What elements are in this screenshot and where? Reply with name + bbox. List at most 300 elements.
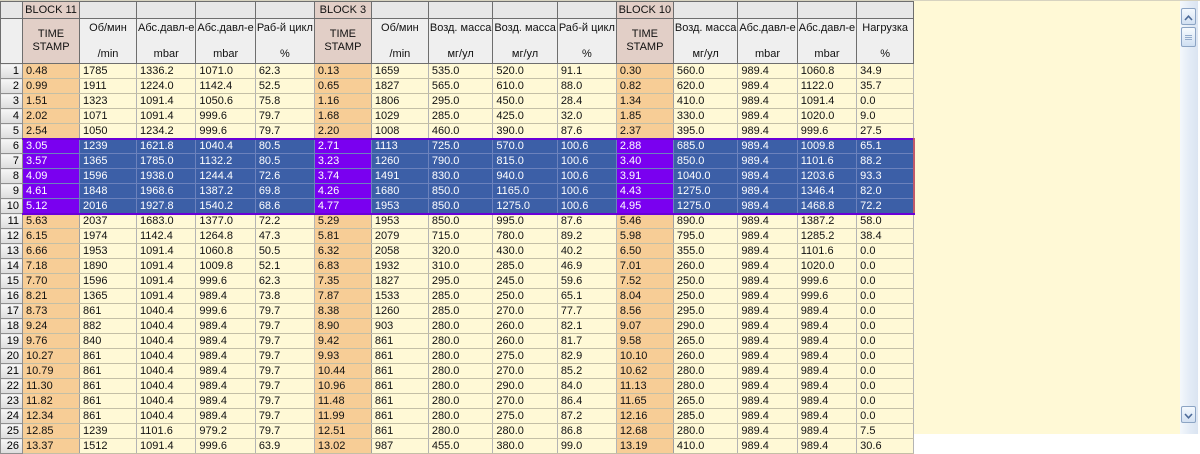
cell-timestamp-block3[interactable]: 5.81: [314, 229, 371, 244]
cell-load-block10[interactable]: 0.0: [857, 364, 914, 379]
cell-abs-pressure-2-block10[interactable]: 989.4: [797, 379, 856, 394]
cell-abs-pressure-2-block11[interactable]: 999.6: [196, 274, 255, 289]
cell-timestamp-block11[interactable]: 10.27: [23, 349, 80, 364]
cell-abs-pressure-1-block11[interactable]: 1091.4: [137, 439, 196, 454]
cell-abs-pressure-2-block11[interactable]: 1040.4: [196, 139, 255, 154]
cell-abs-pressure-1-block11[interactable]: 1091.4: [137, 244, 196, 259]
cell-air-mass-2-block3[interactable]: 260.0: [493, 334, 557, 349]
row-header[interactable]: 17: [1, 304, 23, 319]
cell-air-mass-block10[interactable]: 265.0: [673, 394, 737, 409]
cell-abs-pressure-2-block11[interactable]: 1264.8: [196, 229, 255, 244]
cell-air-mass-1-block3[interactable]: 280.0: [428, 349, 492, 364]
cell-timestamp-block10[interactable]: 12.68: [616, 424, 673, 439]
cell-rpm-block3[interactable]: 861: [371, 379, 428, 394]
cell-abs-pressure-1-block11[interactable]: 1091.4: [137, 109, 196, 124]
cell-air-mass-block10[interactable]: 410.0: [673, 94, 737, 109]
cell-air-mass-2-block3[interactable]: 275.0: [493, 409, 557, 424]
cell-air-mass-block10[interactable]: 260.0: [673, 259, 737, 274]
cell-air-mass-1-block3[interactable]: 715.0: [428, 229, 492, 244]
cell-load-block10[interactable]: 0.0: [857, 304, 914, 319]
cell-duty-cycle-block11[interactable]: 63.9: [255, 439, 314, 454]
cell-duty-cycle-block11[interactable]: 52.5: [255, 79, 314, 94]
cell-rpm-block3[interactable]: 1260: [371, 154, 428, 169]
cell-abs-pressure-1-block10[interactable]: 989.4: [738, 94, 797, 109]
cell-rpm-block3[interactable]: 1827: [371, 274, 428, 289]
cell-load-block10[interactable]: 30.6: [857, 439, 914, 454]
cell-timestamp-block3[interactable]: 6.83: [314, 259, 371, 274]
cell-timestamp-block10[interactable]: 0.82: [616, 79, 673, 94]
cell-duty-cycle-block3[interactable]: 87.6: [557, 214, 616, 229]
cell-duty-cycle-block3[interactable]: 32.0: [557, 109, 616, 124]
cell-timestamp-block3[interactable]: 10.96: [314, 379, 371, 394]
row-header[interactable]: 5: [1, 124, 23, 139]
cell-air-mass-1-block3[interactable]: 790.0: [428, 154, 492, 169]
cell-timestamp-block3[interactable]: 1.68: [314, 109, 371, 124]
cell-rpm-block3[interactable]: 987: [371, 439, 428, 454]
cell-abs-pressure-2-block10[interactable]: 989.4: [797, 439, 856, 454]
cell-duty-cycle-block3[interactable]: 100.6: [557, 199, 616, 214]
cell-abs-pressure-2-block11[interactable]: 999.6: [196, 304, 255, 319]
cell-timestamp-block11[interactable]: 1.51: [23, 94, 80, 109]
cell-load-block10[interactable]: 88.2: [857, 154, 914, 169]
cell-air-mass-1-block3[interactable]: 280.0: [428, 364, 492, 379]
cell-air-mass-2-block3[interactable]: 425.0: [493, 109, 557, 124]
cell-timestamp-block10[interactable]: 7.01: [616, 259, 673, 274]
cell-abs-pressure-1-block10[interactable]: 989.4: [738, 259, 797, 274]
cell-abs-pressure-1-block11[interactable]: 1040.4: [137, 349, 196, 364]
column-header-abs-pressure-2-block10[interactable]: [797, 19, 856, 64]
cell-air-mass-1-block3[interactable]: 280.0: [428, 394, 492, 409]
cell-duty-cycle-block3[interactable]: 87.2: [557, 409, 616, 424]
row-header[interactable]: 2: [1, 79, 23, 94]
scrollbar-thumb[interactable]: [1181, 27, 1196, 47]
cell-air-mass-block10[interactable]: 265.0: [673, 334, 737, 349]
cell-load-block10[interactable]: 0.0: [857, 394, 914, 409]
row-header[interactable]: 20: [1, 349, 23, 364]
cell-abs-pressure-1-block10[interactable]: 989.4: [738, 304, 797, 319]
cell-timestamp-block10[interactable]: 9.58: [616, 334, 673, 349]
cell-rpm-block11[interactable]: 840: [80, 334, 137, 349]
cell-air-mass-block10[interactable]: 890.0: [673, 214, 737, 229]
cell-timestamp-block3[interactable]: 13.02: [314, 439, 371, 454]
cell-abs-pressure-1-block10[interactable]: 989.4: [738, 229, 797, 244]
cell-duty-cycle-block3[interactable]: 100.6: [557, 169, 616, 184]
row-header[interactable]: 23: [1, 394, 23, 409]
cell-rpm-block11[interactable]: 2037: [80, 214, 137, 229]
cell-duty-cycle-block3[interactable]: 87.6: [557, 124, 616, 139]
column-header-air-mass-2-block3[interactable]: [493, 19, 557, 64]
cell-air-mass-block10[interactable]: 355.0: [673, 244, 737, 259]
cell-rpm-block3[interactable]: 1680: [371, 184, 428, 199]
column-header-air-mass-block10[interactable]: [673, 19, 737, 64]
cell-duty-cycle-block3[interactable]: 100.6: [557, 184, 616, 199]
cell-timestamp-block10[interactable]: 11.13: [616, 379, 673, 394]
cell-timestamp-block11[interactable]: 4.61: [23, 184, 80, 199]
cell-timestamp-block11[interactable]: 13.37: [23, 439, 80, 454]
cell-duty-cycle-block3[interactable]: 85.2: [557, 364, 616, 379]
cell-abs-pressure-2-block10[interactable]: 989.4: [797, 409, 856, 424]
cell-abs-pressure-1-block11[interactable]: 1101.6: [137, 424, 196, 439]
cell-load-block10[interactable]: 0.0: [857, 409, 914, 424]
cell-abs-pressure-1-block11[interactable]: 1040.4: [137, 304, 196, 319]
cell-load-block10[interactable]: 35.7: [857, 79, 914, 94]
cell-air-mass-2-block3[interactable]: 285.0: [493, 259, 557, 274]
cell-load-block10[interactable]: 27.5: [857, 124, 914, 139]
row-header[interactable]: 18: [1, 319, 23, 334]
cell-abs-pressure-1-block10[interactable]: 989.4: [738, 184, 797, 199]
cell-air-mass-1-block3[interactable]: 285.0: [428, 109, 492, 124]
cell-air-mass-2-block3[interactable]: 390.0: [493, 124, 557, 139]
cell-timestamp-block3[interactable]: 1.16: [314, 94, 371, 109]
cell-rpm-block11[interactable]: 1596: [80, 274, 137, 289]
cell-air-mass-1-block3[interactable]: 725.0: [428, 139, 492, 154]
cell-air-mass-1-block3[interactable]: 295.0: [428, 274, 492, 289]
cell-rpm-block3[interactable]: 1953: [371, 214, 428, 229]
cell-air-mass-block10[interactable]: 290.0: [673, 319, 737, 334]
cell-air-mass-block10[interactable]: 850.0: [673, 154, 737, 169]
cell-abs-pressure-1-block11[interactable]: 1621.8: [137, 139, 196, 154]
cell-abs-pressure-2-block11[interactable]: 989.4: [196, 289, 255, 304]
cell-air-mass-1-block3[interactable]: 455.0: [428, 439, 492, 454]
cell-abs-pressure-2-block11[interactable]: 1142.4: [196, 79, 255, 94]
cell-rpm-block3[interactable]: 861: [371, 409, 428, 424]
cell-duty-cycle-block11[interactable]: 79.7: [255, 409, 314, 424]
cell-timestamp-block3[interactable]: 6.32: [314, 244, 371, 259]
cell-abs-pressure-2-block10[interactable]: 989.4: [797, 334, 856, 349]
cell-duty-cycle-block3[interactable]: 28.4: [557, 94, 616, 109]
cell-abs-pressure-2-block11[interactable]: 989.4: [196, 319, 255, 334]
row-header[interactable]: 14: [1, 259, 23, 274]
cell-rpm-block3[interactable]: 1806: [371, 94, 428, 109]
cell-load-block10[interactable]: 0.0: [857, 289, 914, 304]
cell-rpm-block3[interactable]: 1008: [371, 124, 428, 139]
cell-abs-pressure-1-block10[interactable]: 989.4: [738, 349, 797, 364]
cell-air-mass-2-block3[interactable]: 815.0: [493, 154, 557, 169]
cell-air-mass-block10[interactable]: 295.0: [673, 304, 737, 319]
cell-air-mass-block10[interactable]: 1040.0: [673, 169, 737, 184]
cell-abs-pressure-2-block11[interactable]: 979.2: [196, 424, 255, 439]
row-header[interactable]: 24: [1, 409, 23, 424]
cell-air-mass-1-block3[interactable]: 320.0: [428, 244, 492, 259]
cell-load-block10[interactable]: 0.0: [857, 244, 914, 259]
row-header[interactable]: 21: [1, 364, 23, 379]
column-header-abs-pressure-1-block11[interactable]: [137, 19, 196, 64]
row-header[interactable]: 9: [1, 184, 23, 199]
row-header[interactable]: 25: [1, 424, 23, 439]
cell-air-mass-1-block3[interactable]: 280.0: [428, 424, 492, 439]
cell-air-mass-block10[interactable]: 620.0: [673, 79, 737, 94]
cell-air-mass-2-block3[interactable]: 275.0: [493, 349, 557, 364]
cell-air-mass-2-block3[interactable]: 430.0: [493, 244, 557, 259]
cell-abs-pressure-2-block10[interactable]: 989.4: [797, 424, 856, 439]
cell-duty-cycle-block3[interactable]: 88.0: [557, 79, 616, 94]
cell-timestamp-block3[interactable]: 5.29: [314, 214, 371, 229]
cell-abs-pressure-2-block10[interactable]: 989.4: [797, 364, 856, 379]
cell-timestamp-block11[interactable]: 7.70: [23, 274, 80, 289]
cell-timestamp-block11[interactable]: 12.34: [23, 409, 80, 424]
cell-air-mass-1-block3[interactable]: 535.0: [428, 64, 492, 79]
cell-air-mass-2-block3[interactable]: 250.0: [493, 289, 557, 304]
cell-air-mass-2-block3[interactable]: 270.0: [493, 394, 557, 409]
cell-duty-cycle-block11[interactable]: 79.7: [255, 424, 314, 439]
cell-rpm-block11[interactable]: 861: [80, 349, 137, 364]
cell-duty-cycle-block11[interactable]: 72.2: [255, 214, 314, 229]
cell-duty-cycle-block3[interactable]: 99.0: [557, 439, 616, 454]
cell-duty-cycle-block3[interactable]: 46.9: [557, 259, 616, 274]
cell-timestamp-block11[interactable]: 12.85: [23, 424, 80, 439]
cell-abs-pressure-2-block10[interactable]: 989.4: [797, 319, 856, 334]
cell-timestamp-block3[interactable]: 0.13: [314, 64, 371, 79]
cell-timestamp-block10[interactable]: 4.43: [616, 184, 673, 199]
cell-air-mass-block10[interactable]: 260.0: [673, 349, 737, 364]
cell-timestamp-block3[interactable]: 9.42: [314, 334, 371, 349]
row-header[interactable]: 19: [1, 334, 23, 349]
cell-duty-cycle-block3[interactable]: 82.9: [557, 349, 616, 364]
cell-air-mass-block10[interactable]: 280.0: [673, 364, 737, 379]
cell-duty-cycle-block11[interactable]: 79.7: [255, 364, 314, 379]
cell-load-block10[interactable]: 0.0: [857, 259, 914, 274]
cell-abs-pressure-2-block11[interactable]: 1540.2: [196, 199, 255, 214]
cell-abs-pressure-1-block10[interactable]: 989.4: [738, 154, 797, 169]
cell-abs-pressure-1-block11[interactable]: 1938.0: [137, 169, 196, 184]
cell-abs-pressure-2-block11[interactable]: 989.4: [196, 409, 255, 424]
cell-duty-cycle-block11[interactable]: 62.3: [255, 274, 314, 289]
row-header[interactable]: 15: [1, 274, 23, 289]
row-header[interactable]: 8: [1, 169, 23, 184]
cell-duty-cycle-block11[interactable]: 79.7: [255, 124, 314, 139]
cell-rpm-block3[interactable]: 861: [371, 364, 428, 379]
cell-air-mass-2-block3[interactable]: 570.0: [493, 139, 557, 154]
cell-rpm-block11[interactable]: 861: [80, 304, 137, 319]
cell-load-block10[interactable]: 93.3: [857, 169, 914, 184]
cell-timestamp-block3[interactable]: 7.35: [314, 274, 371, 289]
cell-air-mass-1-block3[interactable]: 280.0: [428, 319, 492, 334]
cell-air-mass-2-block3[interactable]: 290.0: [493, 379, 557, 394]
cell-abs-pressure-1-block10[interactable]: 989.4: [738, 79, 797, 94]
cell-abs-pressure-2-block11[interactable]: 989.4: [196, 379, 255, 394]
cell-abs-pressure-2-block10[interactable]: 989.4: [797, 394, 856, 409]
cell-air-mass-1-block3[interactable]: 460.0: [428, 124, 492, 139]
row-header[interactable]: 10: [1, 199, 23, 214]
cell-timestamp-block10[interactable]: 6.50: [616, 244, 673, 259]
cell-timestamp-block11[interactable]: 5.12: [23, 199, 80, 214]
cell-air-mass-block10[interactable]: 330.0: [673, 109, 737, 124]
cell-load-block10[interactable]: 7.5: [857, 424, 914, 439]
cell-timestamp-block3[interactable]: 8.90: [314, 319, 371, 334]
cell-duty-cycle-block3[interactable]: 40.2: [557, 244, 616, 259]
cell-timestamp-block10[interactable]: 3.91: [616, 169, 673, 184]
cell-timestamp-block11[interactable]: 6.66: [23, 244, 80, 259]
cell-timestamp-block3[interactable]: 3.74: [314, 169, 371, 184]
cell-air-mass-2-block3[interactable]: 270.0: [493, 364, 557, 379]
column-header-abs-pressure-1-block10[interactable]: [738, 19, 797, 64]
cell-timestamp-block10[interactable]: 2.88: [616, 139, 673, 154]
cell-air-mass-2-block3[interactable]: 520.0: [493, 64, 557, 79]
column-header-rpm-block3[interactable]: [371, 19, 428, 64]
cell-air-mass-2-block3[interactable]: 1275.0: [493, 199, 557, 214]
cell-abs-pressure-1-block10[interactable]: 989.4: [738, 364, 797, 379]
row-header[interactable]: 3: [1, 94, 23, 109]
cell-rpm-block11[interactable]: 1239: [80, 139, 137, 154]
cell-abs-pressure-2-block11[interactable]: 1071.0: [196, 64, 255, 79]
column-header-abs-pressure-2-block11[interactable]: [196, 19, 255, 64]
cell-air-mass-2-block3[interactable]: 780.0: [493, 229, 557, 244]
cell-rpm-block3[interactable]: 1932: [371, 259, 428, 274]
cell-duty-cycle-block3[interactable]: 77.7: [557, 304, 616, 319]
column-header-rpm-block11[interactable]: [80, 19, 137, 64]
cell-load-block10[interactable]: 0.0: [857, 94, 914, 109]
cell-abs-pressure-1-block11[interactable]: 1336.2: [137, 64, 196, 79]
cell-timestamp-block3[interactable]: 11.99: [314, 409, 371, 424]
cell-abs-pressure-1-block10[interactable]: 989.4: [738, 214, 797, 229]
cell-abs-pressure-2-block11[interactable]: 1387.2: [196, 184, 255, 199]
cell-timestamp-block10[interactable]: 5.98: [616, 229, 673, 244]
cell-duty-cycle-block3[interactable]: 84.0: [557, 379, 616, 394]
cell-abs-pressure-2-block10[interactable]: 1346.4: [797, 184, 856, 199]
cell-air-mass-1-block3[interactable]: 280.0: [428, 409, 492, 424]
cell-timestamp-block10[interactable]: 1.34: [616, 94, 673, 109]
cell-abs-pressure-2-block10[interactable]: 1091.4: [797, 94, 856, 109]
cell-abs-pressure-2-block10[interactable]: 999.6: [797, 289, 856, 304]
cell-timestamp-block11[interactable]: 0.99: [23, 79, 80, 94]
cell-load-block10[interactable]: 38.4: [857, 229, 914, 244]
cell-rpm-block11[interactable]: 1848: [80, 184, 137, 199]
cell-timestamp-block10[interactable]: 0.30: [616, 64, 673, 79]
row-header[interactable]: 4: [1, 109, 23, 124]
cell-air-mass-2-block3[interactable]: 610.0: [493, 79, 557, 94]
cell-rpm-block11[interactable]: 1323: [80, 94, 137, 109]
cell-load-block10[interactable]: 0.0: [857, 334, 914, 349]
cell-abs-pressure-2-block10[interactable]: 1020.0: [797, 259, 856, 274]
cell-rpm-block11[interactable]: 1974: [80, 229, 137, 244]
cell-rpm-block11[interactable]: 1785: [80, 64, 137, 79]
cell-abs-pressure-1-block10[interactable]: 989.4: [738, 424, 797, 439]
header-corner-cell[interactable]: [1, 19, 23, 64]
cell-timestamp-block10[interactable]: 8.04: [616, 289, 673, 304]
cell-timestamp-block3[interactable]: 9.93: [314, 349, 371, 364]
cell-duty-cycle-block3[interactable]: 82.1: [557, 319, 616, 334]
row-header[interactable]: 26: [1, 439, 23, 454]
cell-timestamp-block11[interactable]: 8.73: [23, 304, 80, 319]
cell-air-mass-block10[interactable]: 795.0: [673, 229, 737, 244]
cell-timestamp-block10[interactable]: 3.40: [616, 154, 673, 169]
column-header-duty-cycle-block3[interactable]: [557, 19, 616, 64]
row-header[interactable]: 16: [1, 289, 23, 304]
column-header-timestamp-block3[interactable]: [314, 19, 371, 64]
cell-rpm-block11[interactable]: 1365: [80, 154, 137, 169]
cell-abs-pressure-1-block10[interactable]: 989.4: [738, 109, 797, 124]
cell-air-mass-2-block3[interactable]: 245.0: [493, 274, 557, 289]
cell-duty-cycle-block3[interactable]: 81.7: [557, 334, 616, 349]
cell-air-mass-block10[interactable]: 1275.0: [673, 199, 737, 214]
cell-duty-cycle-block3[interactable]: 59.6: [557, 274, 616, 289]
cell-abs-pressure-2-block11[interactable]: 999.6: [196, 439, 255, 454]
cell-abs-pressure-1-block10[interactable]: 989.4: [738, 139, 797, 154]
cell-load-block10[interactable]: 58.0: [857, 214, 914, 229]
cell-abs-pressure-2-block11[interactable]: 999.6: [196, 109, 255, 124]
row-header[interactable]: 7: [1, 154, 23, 169]
cell-timestamp-block10[interactable]: 11.65: [616, 394, 673, 409]
column-header-air-mass-1-block3[interactable]: [428, 19, 492, 64]
cell-abs-pressure-1-block11[interactable]: 1040.4: [137, 409, 196, 424]
cell-rpm-block11[interactable]: 2016: [80, 199, 137, 214]
cell-abs-pressure-2-block11[interactable]: 989.4: [196, 364, 255, 379]
cell-abs-pressure-1-block11[interactable]: 1091.4: [137, 274, 196, 289]
cell-rpm-block11[interactable]: 861: [80, 379, 137, 394]
cell-duty-cycle-block11[interactable]: 50.5: [255, 244, 314, 259]
cell-abs-pressure-2-block10[interactable]: 1020.0: [797, 109, 856, 124]
cell-duty-cycle-block11[interactable]: 69.8: [255, 184, 314, 199]
cell-rpm-block3[interactable]: 1659: [371, 64, 428, 79]
cell-rpm-block11[interactable]: 1911: [80, 79, 137, 94]
cell-duty-cycle-block3[interactable]: 86.4: [557, 394, 616, 409]
cell-air-mass-block10[interactable]: 1275.0: [673, 184, 737, 199]
row-header[interactable]: 13: [1, 244, 23, 259]
cell-air-mass-2-block3[interactable]: 260.0: [493, 319, 557, 334]
cell-timestamp-block10[interactable]: 10.10: [616, 349, 673, 364]
cell-air-mass-1-block3[interactable]: 565.0: [428, 79, 492, 94]
cell-load-block10[interactable]: 0.0: [857, 319, 914, 334]
cell-abs-pressure-1-block10[interactable]: 989.4: [738, 289, 797, 304]
cell-air-mass-block10[interactable]: 685.0: [673, 139, 737, 154]
cell-timestamp-block3[interactable]: 0.65: [314, 79, 371, 94]
cell-abs-pressure-1-block11[interactable]: 1091.4: [137, 259, 196, 274]
cell-abs-pressure-1-block11[interactable]: 1968.6: [137, 184, 196, 199]
cell-abs-pressure-1-block11[interactable]: 1683.0: [137, 214, 196, 229]
cell-abs-pressure-2-block11[interactable]: 1050.6: [196, 94, 255, 109]
column-header-timestamp-block10[interactable]: [616, 19, 673, 64]
cell-rpm-block11[interactable]: 882: [80, 319, 137, 334]
cell-air-mass-1-block3[interactable]: 850.0: [428, 214, 492, 229]
cell-load-block10[interactable]: 65.1: [857, 139, 914, 154]
cell-timestamp-block10[interactable]: 5.46: [616, 214, 673, 229]
cell-abs-pressure-2-block10[interactable]: 1060.8: [797, 64, 856, 79]
cell-load-block10[interactable]: 9.0: [857, 109, 914, 124]
cell-abs-pressure-1-block11[interactable]: 1927.8: [137, 199, 196, 214]
cell-air-mass-2-block3[interactable]: 380.0: [493, 439, 557, 454]
cell-duty-cycle-block11[interactable]: 72.6: [255, 169, 314, 184]
cell-duty-cycle-block11[interactable]: 80.5: [255, 154, 314, 169]
cell-abs-pressure-2-block10[interactable]: 1009.8: [797, 139, 856, 154]
cell-abs-pressure-1-block11[interactable]: 1224.0: [137, 79, 196, 94]
cell-rpm-block3[interactable]: 861: [371, 349, 428, 364]
cell-abs-pressure-2-block11[interactable]: 989.4: [196, 349, 255, 364]
cell-abs-pressure-1-block11[interactable]: 1234.2: [137, 124, 196, 139]
cell-timestamp-block3[interactable]: 4.26: [314, 184, 371, 199]
cell-abs-pressure-2-block10[interactable]: 1285.2: [797, 229, 856, 244]
cell-timestamp-block3[interactable]: 2.20: [314, 124, 371, 139]
cell-abs-pressure-2-block10[interactable]: 989.4: [797, 349, 856, 364]
cell-abs-pressure-1-block11[interactable]: 1091.4: [137, 94, 196, 109]
cell-abs-pressure-1-block10[interactable]: 989.4: [738, 409, 797, 424]
cell-air-mass-2-block3[interactable]: 940.0: [493, 169, 557, 184]
cell-rpm-block3[interactable]: 1953: [371, 199, 428, 214]
cell-timestamp-block10[interactable]: 10.62: [616, 364, 673, 379]
cell-duty-cycle-block11[interactable]: 79.7: [255, 394, 314, 409]
cell-timestamp-block11[interactable]: 9.24: [23, 319, 80, 334]
cell-abs-pressure-2-block11[interactable]: 1377.0: [196, 214, 255, 229]
cell-abs-pressure-1-block10[interactable]: 989.4: [738, 199, 797, 214]
cell-timestamp-block11[interactable]: 0.48: [23, 64, 80, 79]
cell-abs-pressure-2-block10[interactable]: 999.6: [797, 274, 856, 289]
cell-abs-pressure-1-block11[interactable]: 1040.4: [137, 379, 196, 394]
cell-rpm-block11[interactable]: 1512: [80, 439, 137, 454]
cell-abs-pressure-1-block11[interactable]: 1091.4: [137, 289, 196, 304]
cell-rpm-block3[interactable]: 2079: [371, 229, 428, 244]
cell-air-mass-1-block3[interactable]: 280.0: [428, 334, 492, 349]
cell-timestamp-block3[interactable]: 2.71: [314, 139, 371, 154]
cell-air-mass-2-block3[interactable]: 995.0: [493, 214, 557, 229]
